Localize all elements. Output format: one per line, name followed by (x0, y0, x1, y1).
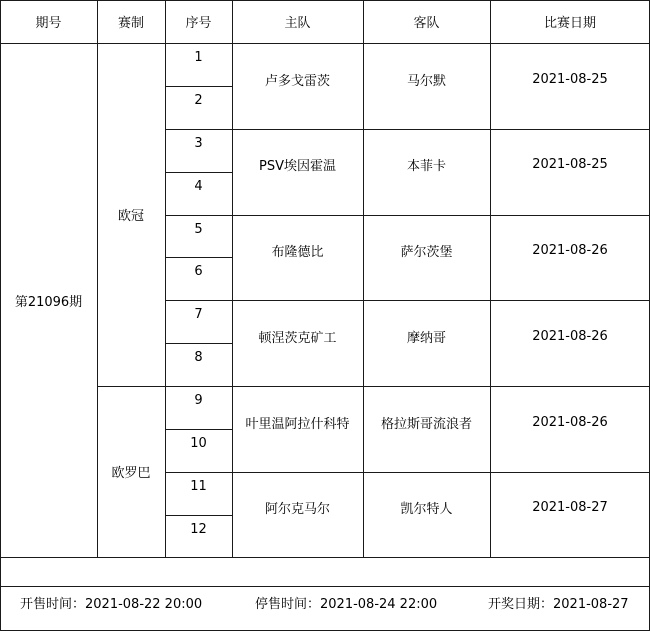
away-team-cell: 萨尔茨堡 (400, 244, 453, 260)
header-type: 赛制 (117, 16, 144, 31)
header-period: 期号 (35, 16, 62, 31)
index-row-divider (165, 172, 232, 173)
column-divider (363, 0, 364, 557)
away-team-cell: 摩纳哥 (406, 330, 446, 346)
column-divider (97, 0, 98, 557)
competition-uel: 欧罗巴 (111, 466, 151, 481)
header-index: 序号 (185, 16, 212, 31)
match-row-divider (97, 386, 650, 387)
competition-ucl: 欧冠 (117, 209, 144, 224)
index-cell: 9 (194, 393, 203, 408)
home-team-cell: 卢多戈雷茨 (264, 73, 330, 89)
away-team-cell: 马尔默 (406, 73, 446, 89)
match-date-cell: 2021-08-27 (532, 499, 608, 515)
match-row-divider (165, 129, 650, 130)
table-border-left (0, 0, 1, 631)
header-home-team: 主队 (284, 16, 311, 31)
match-date-cell: 2021-08-25 (532, 156, 608, 172)
column-divider (490, 0, 491, 557)
home-team-cell: 布隆德比 (271, 244, 324, 260)
index-cell: 2 (194, 93, 203, 108)
home-team-cell: 阿尔克马尔 (264, 501, 330, 517)
match-row-divider (165, 300, 650, 301)
index-cell: 8 (194, 350, 203, 365)
match-row-divider (165, 472, 650, 473)
index-cell: 3 (194, 136, 203, 151)
index-cell: 11 (190, 479, 207, 494)
index-cell: 6 (194, 264, 203, 279)
match-date-cell: 2021-08-26 (532, 414, 608, 430)
away-team-cell: 格拉斯哥流浪者 (380, 416, 472, 432)
index-cell: 4 (194, 179, 203, 194)
match-date-cell: 2021-08-26 (532, 328, 608, 344)
footer-divider (0, 586, 650, 587)
index-cell: 1 (194, 50, 203, 65)
index-cell: 10 (190, 436, 207, 451)
home-team-cell: 顿涅茨克矿工 (258, 330, 337, 346)
index-row-divider (165, 429, 232, 430)
column-divider (165, 0, 166, 557)
header-match-date: 比赛日期 (543, 16, 596, 31)
draw-date: 开奖日期：2021-08-27 (488, 597, 629, 612)
index-cell: 7 (194, 307, 203, 322)
match-date-cell: 2021-08-26 (532, 242, 608, 258)
period-cell: 第21096期 (14, 294, 83, 310)
home-team-cell: 叶里温阿拉什科特 (245, 416, 350, 432)
match-row-divider (165, 215, 650, 216)
home-team-cell: PSV埃因霍温 (259, 158, 336, 174)
index-cell: 12 (190, 522, 207, 537)
column-divider (232, 0, 233, 557)
sale-start-time: 开售时间：2021-08-22 20:00 (20, 597, 203, 612)
index-cell: 5 (194, 222, 203, 237)
index-row-divider (165, 86, 232, 87)
index-row-divider (165, 515, 232, 516)
index-row-divider (165, 257, 232, 258)
away-team-cell: 凯尔特人 (400, 501, 453, 517)
index-row-divider (165, 343, 232, 344)
header-away-team: 客队 (413, 16, 440, 31)
match-date-cell: 2021-08-25 (532, 71, 608, 87)
sale-stop-time: 停售时间：2021-08-24 22:00 (255, 597, 438, 612)
away-team-cell: 本菲卡 (406, 158, 446, 174)
table-bottom-divider (0, 557, 650, 558)
